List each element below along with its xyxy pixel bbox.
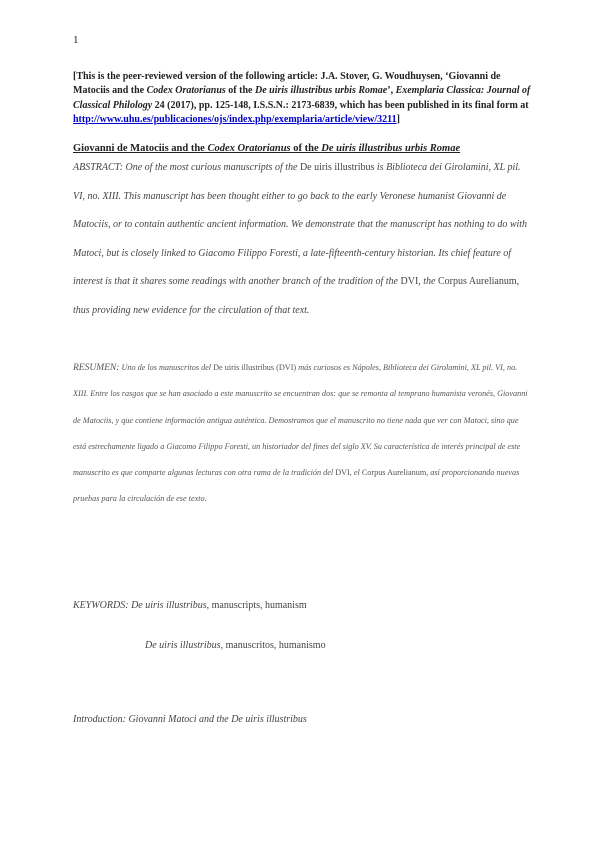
- resumen-paragraph: [73, 355, 528, 513]
- keywords-en-italic: De uiris illustribus: [131, 600, 207, 611]
- abstract-t1: ABSTRACT: One of the most curious manuscripts of the: [73, 162, 300, 173]
- resumen-t1: Uno de los manuscritos del: [119, 363, 214, 372]
- resumen-t3: , el: [349, 468, 362, 478]
- abstract-t3: , the: [418, 276, 438, 287]
- keywords-es-italic: De uiris illustribus: [145, 640, 221, 651]
- resumen-u1: De uiris illustribus (DVI): [213, 363, 297, 372]
- page-number: 1: [73, 34, 79, 46]
- keywords-en-rest: , manuscripts, humanism: [206, 600, 307, 611]
- note-open: [This is the peer-reviewed version of the following article: J.A. Stover, G. Woudhuysen, ‘Giovanni de Matociis and the: [73, 71, 501, 97]
- note-journal: Exemplaria Classica: Journal of Classical Philology: [73, 85, 531, 111]
- keywords-es-rest: , manuscritos, humanismo: [220, 640, 326, 651]
- note-dvi: De uiris illustribus urbis Romae: [254, 85, 388, 97]
- abstract-t4: , thus providing new evidence for the circulation of that text.: [73, 276, 520, 316]
- abstract-u2: DVI: [400, 276, 419, 287]
- resumen-t4: , así proporcionando nuevas pruebas para la circulación de ese texto.: [73, 468, 520, 504]
- note-after-title: ’,: [387, 85, 396, 97]
- note-codex: Codex Oratorianus: [146, 85, 226, 97]
- resumen-t2: más curiosos es Nápoles, Biblioteca dei Girolamini, XL pil. VI, no. XIII. Entre los rasgos que se han asociado a este manuscrito se encuentran dos: que se remonta al temprano humanista veronés, Giovanni de Matociis, y que contiene información antigua auténtica. Demostramos que el manuscrito no tiene nada que ver con Matoci, sino que está estrechamente ligado a Giacomo Filippo Foresti, un historiador del fines del siglo XV. Su característica de interés principal de este manuscrito es que comparte algunas lecturas con otra rama de la tradición del: [73, 363, 528, 478]
- publication-note: [73, 70, 533, 127]
- title-part1: Giovanni de Matociis and the: [73, 143, 208, 154]
- keywords-spanish: [145, 640, 326, 651]
- abstract-u1: De uiris illustribus: [299, 162, 375, 173]
- introduction-heading: Introduction: Giovanni Matoci and the De uiris illustribus: [73, 714, 307, 725]
- note-close: ]: [396, 113, 400, 125]
- title-codex: Codex Oratorianus: [207, 143, 291, 154]
- article-link[interactable]: http://www.uhu.es/publicaciones/ojs/index.php/exemplaria/article/view/3211: [73, 113, 397, 125]
- keywords-label: KEYWORDS:: [73, 600, 129, 611]
- resumen-u3: Corpus Aurelianum: [361, 468, 427, 478]
- abstract-paragraph: [73, 154, 528, 325]
- keywords-english: [73, 600, 307, 611]
- article-title: [73, 143, 460, 154]
- abstract-t2: is Biblioteca dei Girolamini, XL pil. VI, no. XIII. This manuscript has been thought either to go back to the early Veronese humanist Giovanni de Matociis, or to contain authentic ancient information. We demonstrate that the manuscript has nothing to do with Matoci, but is closely linked to Giacomo Filippo Foresti, a late-fifteenth-century historian. Its chief feature of interest is that it shares some readings with another branch of the tradition of the: [73, 162, 528, 287]
- abstract-u3: Corpus Aurelianum: [438, 276, 517, 287]
- resumen-head: RESUMEN:: [73, 363, 120, 373]
- note-details: 24 (2017), pp. 125-148, I.S.S.N.: 2173-6839, which has been published in its final form at: [152, 99, 529, 111]
- note-of-the: of the: [225, 85, 255, 97]
- resumen-u2: DVI: [335, 468, 350, 478]
- title-part2: of the: [290, 143, 322, 154]
- title-dvi: De uiris illustribus urbis Romae: [321, 143, 461, 154]
